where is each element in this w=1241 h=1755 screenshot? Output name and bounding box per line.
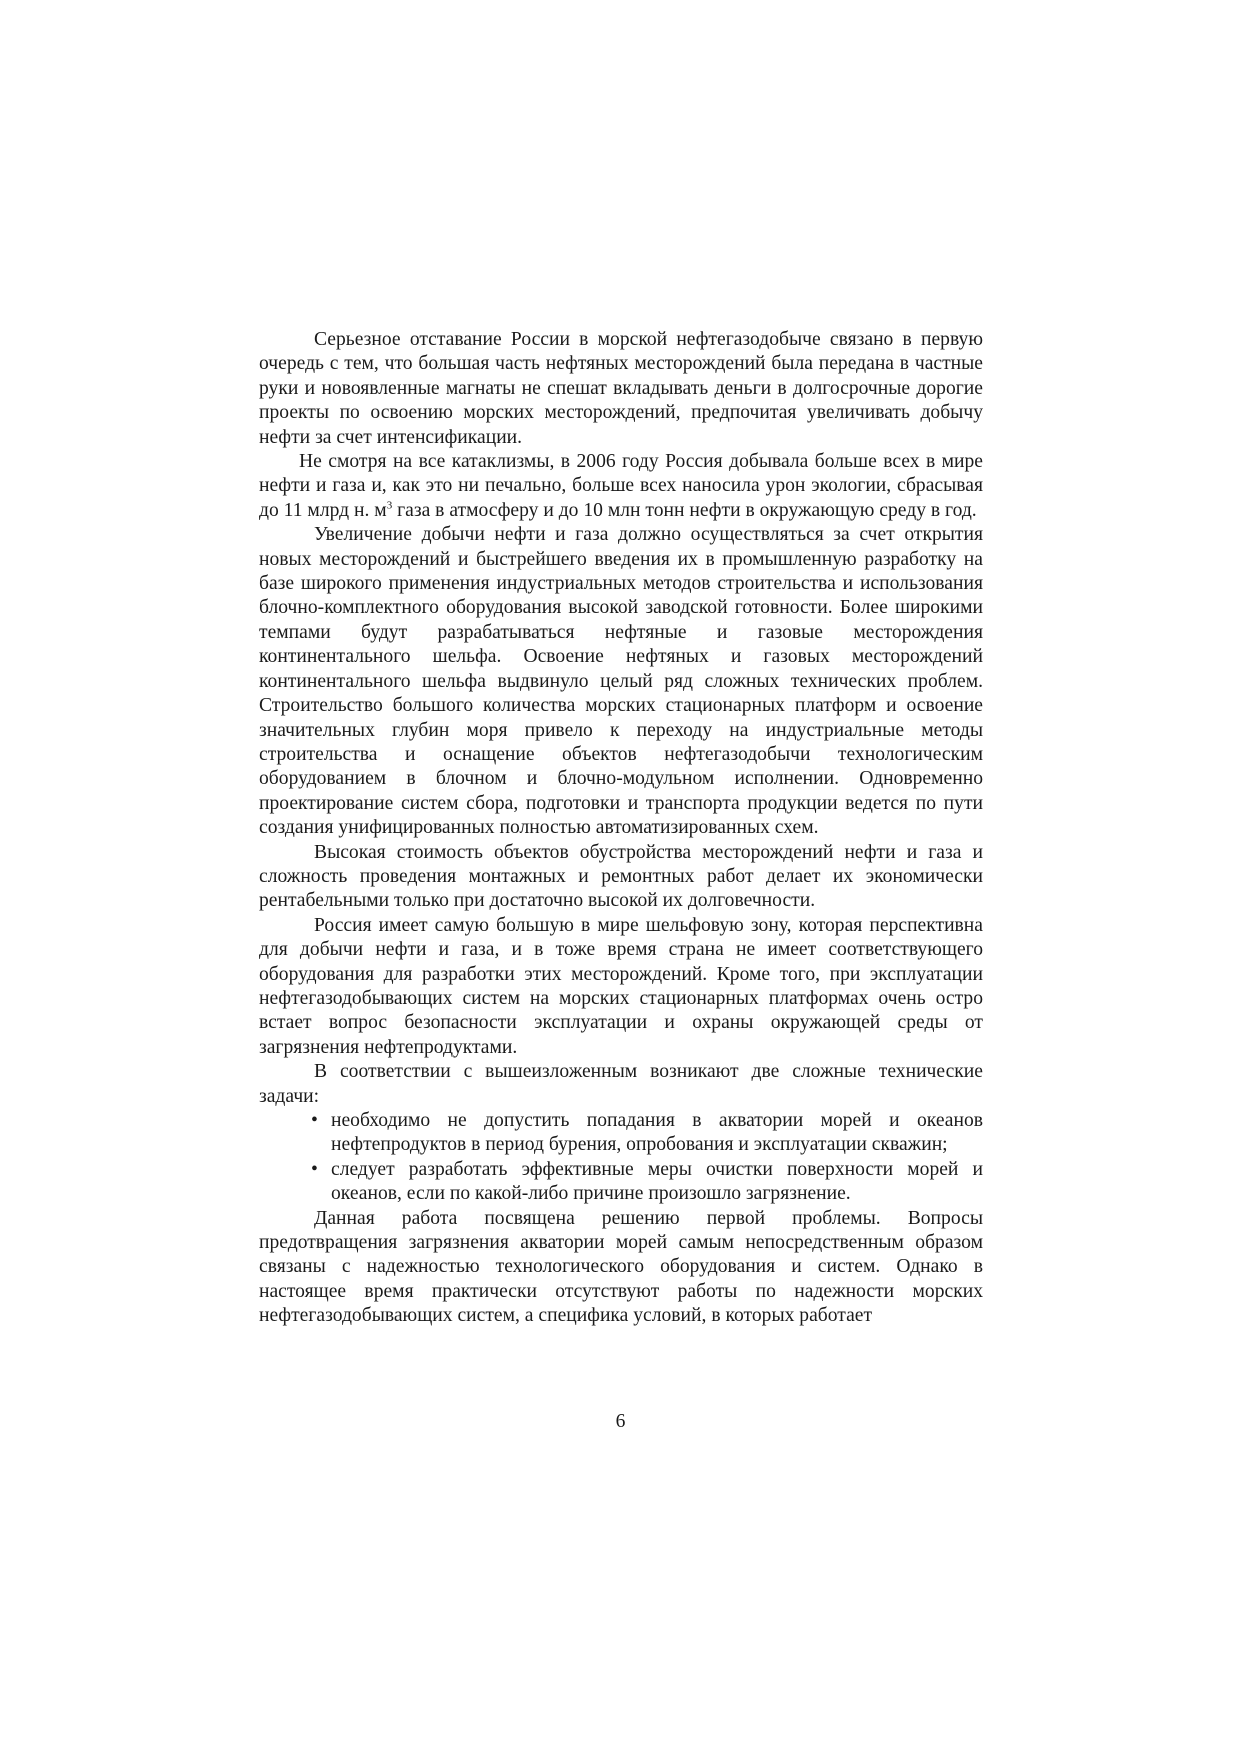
superscript-cubic: 3 bbox=[386, 499, 393, 512]
page-body bbox=[259, 328, 983, 1329]
paragraph-5: Россия имеет самую большую в мире шельфовую зону, которая перспективна для добычи нефти и газа, и в тоже время страна не имеет соответствующего оборудования для разработки этих месторождений. Кроме того, при эксплуатации нефтегазодобывающих систем на морских стационарных платформах очень остро встает вопрос безопасности эксплуатации и охраны окружающей среды от загрязнения нефтепродуктами. bbox=[259, 914, 983, 1058]
paragraph-3: Увеличение добычи нефти и газа должно осуществляться за счет открытия новых месторождений и быстрейшего введения их в промышленную разработку на базе широкого применения индустриальных методов строительства и использования блочно-комплектного оборудования высокой заводской готовности. Более широкими темпами будут разрабатываться нефтяные и газовые месторождения континентального шельфа. Освоение нефтяных и газовых месторождений континентального шельфа выдвинуло целый ряд сложных технических проблем. Строительство большого количества морских стационарных платформ и освоение значительных глубин моря привело к переходу на индустриальные методы строительства и оснащение объектов нефтегазодобычи технологическим оборудованием в блочном и блочно-модульном исполнении. Одновременно проектирование систем сбора, подготовки и транспорта продукции ведется по пути создания унифицированных полностью автоматизированных схем. bbox=[259, 524, 983, 839]
task-list bbox=[259, 1109, 983, 1207]
paragraph-7: Данная работа посвящена решению первой проблемы. Вопросы предотвращения загрязнения акватории морей самым непосредственным образом связаны с надежностью технологического оборудования и систем. Однако в настоящее время практически отсутствуют работы по надежности морских нефтегазодобывающих систем, а специфика условий, в которых работает bbox=[259, 1207, 983, 1327]
paragraph-1: Серьезное отставание России в морской нефтегазодобыче связано в первую очередь с тем, что большая часть нефтяных месторождений была передана в частные руки и новоявленные магнаты не спешат вкладывать деньги в долгосрочные дорогие проекты по освоению морских месторождений, предпочитая увеличивать добычу нефти за счет интенсификации. bbox=[259, 329, 983, 448]
page-number: 6 bbox=[615, 1411, 626, 1432]
paragraph-6: В соответствии с вышеизложенным возникают две сложные технические задачи: bbox=[259, 1061, 983, 1107]
paragraph-2-text: Не смотря на все катаклизмы, в 2006 году Россия добывала больше всех в мире нефти и газа и, как это ни печально, больше всех наносила урон экологии, сбрасывая до 11 млрд н. м bbox=[259, 451, 983, 521]
paragraph-2 bbox=[259, 450, 983, 523]
list-item: • следует разработать эффективные меры очистки поверхности морей и океанов, если по какой-либо причине произошло загрязнение. bbox=[311, 1158, 983, 1207]
paragraph-4: Высокая стоимость объектов обустройства месторождений нефти и газа и сложность проведения монтажных и ремонтных работ делает их экономически рентабельными только при достаточно высокой их долговечности. bbox=[259, 841, 983, 912]
list-item: • необходимо не допустить попадания в акватории морей и океанов нефтепродуктов в период бурения, опробования и эксплуатации скважин; bbox=[311, 1109, 983, 1158]
paragraph-2-text-end: газа в атмосферу и до 10 млн тонн нефти в окружающую среду в год. bbox=[392, 499, 977, 521]
